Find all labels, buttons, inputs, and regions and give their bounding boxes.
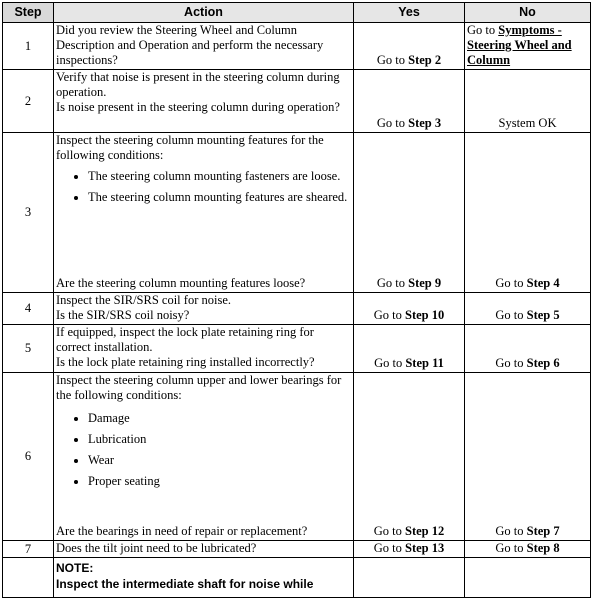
symptoms-link[interactable]: Symptoms - Steering Wheel and Column: [467, 23, 572, 67]
list-item: • The steering column mounting features are sheared.: [88, 190, 351, 205]
yes-cell[interactable]: [354, 133, 465, 293]
table-row: [3, 70, 591, 133]
action-cell: [54, 23, 354, 70]
list-item: • Damage: [88, 411, 351, 426]
yes-prefix: Go to: [373, 541, 405, 555]
no-prefix: Go to: [495, 356, 527, 370]
step-number: 1: [3, 23, 54, 70]
yes-prefix: Go to: [373, 524, 405, 538]
yes-step-link[interactable]: Step 9: [408, 276, 442, 290]
no-prefix: Go to: [495, 524, 527, 538]
note-label: NOTE:: [56, 561, 94, 575]
no-step-link[interactable]: Step 5: [526, 308, 560, 322]
yes-step-link[interactable]: Step 2: [408, 53, 442, 67]
list-item: • Lubrication: [88, 432, 351, 447]
no-cell[interactable]: [465, 325, 591, 373]
table-row: [3, 23, 591, 70]
action-question: Is noise present in the steering column during operation?: [56, 100, 340, 114]
action-cell: [54, 541, 354, 558]
action-question: Is the lock plate retaining ring installed incorrectly?: [56, 355, 315, 369]
action-cell: [54, 373, 354, 541]
yes-step-link[interactable]: Step 10: [405, 308, 445, 322]
action-question: Is the SIR/SRS coil noisy?: [56, 308, 190, 322]
table-row: [3, 373, 591, 541]
no-prefix: Go to: [495, 308, 527, 322]
action-cell: [54, 70, 354, 133]
no-prefix: Go to: [495, 541, 527, 555]
yes-step-link[interactable]: Step 12: [405, 524, 445, 538]
no-step-link[interactable]: Step 4: [526, 276, 560, 290]
yes-cell[interactable]: [354, 373, 465, 541]
no-cell[interactable]: [465, 541, 591, 558]
step-number: 2: [3, 70, 54, 133]
yes-cell[interactable]: [354, 541, 465, 558]
list-item: • Wear: [88, 453, 351, 468]
action-cell: [54, 133, 354, 293]
no-cell[interactable]: [465, 293, 591, 325]
action-text: If equipped, inspect the lock plate retaining ring for correct installation.: [56, 325, 314, 354]
action-text: Verify that noise is present in the steering column during operation.: [56, 70, 340, 99]
yes-prefix: Go to: [374, 356, 406, 370]
no-step-link[interactable]: Step 7: [526, 524, 560, 538]
table-row: [3, 133, 591, 293]
no-step-link[interactable]: Step 6: [526, 356, 560, 370]
action-cell: [54, 325, 354, 373]
step-number: 6: [3, 373, 54, 541]
yes-cell[interactable]: [354, 70, 465, 133]
yes-cell[interactable]: [354, 293, 465, 325]
step-number: 7: [3, 541, 54, 558]
table-row: [3, 558, 591, 598]
header-no: No: [465, 3, 591, 23]
no-step-link[interactable]: Step 8: [526, 541, 560, 555]
no-cell[interactable]: [465, 373, 591, 541]
yes-prefix: Go to: [376, 116, 409, 130]
action-question: Are the bearings in need of repair or replacement?: [56, 524, 308, 538]
header-action: Action: [54, 3, 354, 23]
step-number: 3: [3, 133, 54, 293]
header-yes: Yes: [354, 3, 465, 23]
yes-prefix: Go to: [373, 308, 405, 322]
no-cell[interactable]: [465, 133, 591, 293]
table-row: [3, 293, 591, 325]
diagnostic-table: [2, 2, 591, 598]
note-text: Inspect the intermediate shaft for noise while: [56, 577, 314, 591]
action-text: Inspect the steering column mounting features for the following conditions:: [56, 133, 324, 162]
condition-list: [56, 169, 351, 205]
yes-step-link[interactable]: Step 11: [405, 356, 444, 370]
no-prefix: Go to: [467, 23, 499, 37]
header-step: Step: [3, 3, 54, 23]
step-number: 4: [3, 293, 54, 325]
action-text: Inspect the steering column upper and lower bearings for the following conditions:: [56, 373, 342, 402]
action-text: Inspect the SIR/SRS coil for noise.: [56, 293, 231, 307]
action-question: Are the steering column mounting features loose?: [56, 276, 306, 290]
yes-cell-empty: [354, 558, 465, 598]
no-cell: [465, 70, 591, 133]
yes-prefix: Go to: [376, 276, 409, 290]
note-cell: [54, 558, 354, 598]
action-cell: [54, 293, 354, 325]
step-number-empty: [3, 558, 54, 598]
action-text: Did you review the Steering Wheel and Column Description and Operation and perform the necessary inspections?: [56, 23, 324, 67]
table-row: [3, 541, 591, 558]
no-cell-empty: [465, 558, 591, 598]
yes-step-link[interactable]: Step 13: [405, 541, 445, 555]
list-item: • Proper seating: [88, 474, 351, 489]
no-cell[interactable]: [465, 23, 591, 70]
table-row: [3, 325, 591, 373]
yes-cell[interactable]: [354, 23, 465, 70]
no-result-text: System OK: [498, 116, 557, 130]
yes-cell[interactable]: [354, 325, 465, 373]
yes-step-link[interactable]: Step 3: [408, 116, 442, 130]
no-prefix: Go to: [495, 276, 527, 290]
condition-list: [56, 411, 351, 489]
header-row: [3, 3, 591, 23]
yes-prefix: Go to: [376, 53, 409, 67]
list-item: • The steering column mounting fasteners are loose.: [88, 169, 351, 184]
action-question: Does the tilt joint need to be lubricated?: [56, 541, 257, 555]
step-number: 5: [3, 325, 54, 373]
